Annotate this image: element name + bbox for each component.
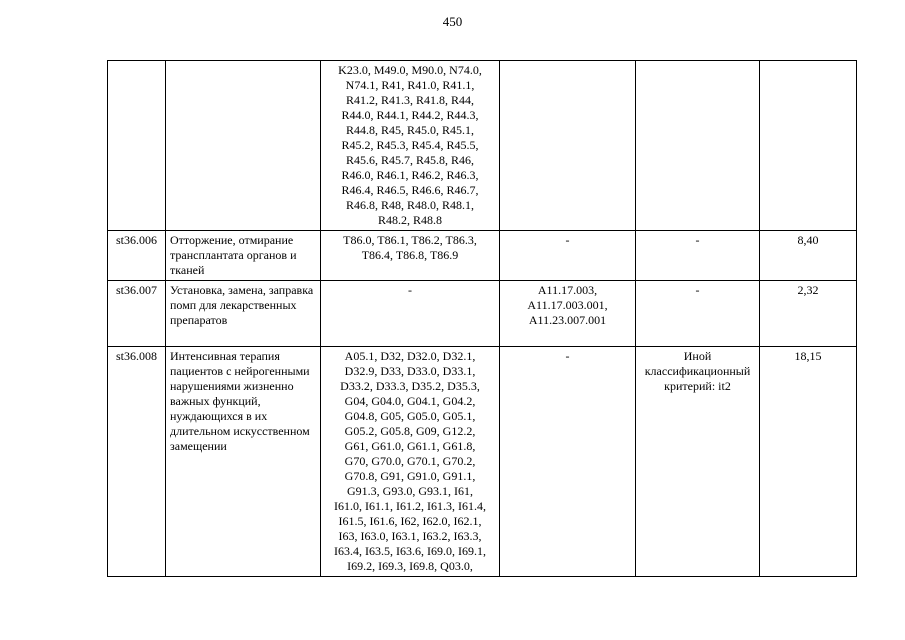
icd-line: R46.0, R46.1, R46.2, R46.3, bbox=[341, 168, 479, 182]
icd-line: G04, G04.0, G04.1, G04.2, bbox=[344, 394, 476, 408]
icd-line: I61.5, I61.6, I62, I62.0, I62.1, bbox=[338, 514, 482, 528]
cell-name: Установка, замена, заправка помп для лекарственных препаратов bbox=[166, 281, 321, 347]
icd-line: R44.0, R44.1, R44.2, R44.3, bbox=[341, 108, 479, 122]
cell-icd-codes bbox=[321, 281, 500, 347]
other-line: классификационный bbox=[644, 364, 751, 378]
icd-line: D33.2, D33.3, D35.2, D35.3, bbox=[340, 379, 480, 393]
service-line: - bbox=[565, 233, 570, 247]
cell-icd-codes bbox=[321, 347, 500, 577]
cell-code: st36.006 bbox=[108, 231, 166, 281]
table-row bbox=[108, 61, 857, 231]
cell-code bbox=[108, 61, 166, 231]
cell-name: Интенсивная терапия пациентов с нейрогенными нарушениями жизненно важных функций, нуждающихся в их длительном искусственном замещении bbox=[166, 347, 321, 577]
cell-code: st36.007 bbox=[108, 281, 166, 347]
cell-name: Отторжение, отмирание трансплантата органов и тканей bbox=[166, 231, 321, 281]
cell-coefficient: 2,32 bbox=[760, 281, 857, 347]
icd-line: I63, I63.0, I63.1, I63.2, I63.3, bbox=[338, 529, 482, 543]
cell-name bbox=[166, 61, 321, 231]
cell-other-criteria bbox=[636, 281, 760, 347]
other-line: Иной bbox=[683, 349, 712, 363]
icd-line: G91.3, G93.0, G93.1, I61, bbox=[347, 484, 473, 498]
service-line: A11.23.007.001 bbox=[528, 313, 607, 327]
service-line: A11.17.003, bbox=[537, 283, 598, 297]
icd-line: R41.2, R41.3, R41.8, R44, bbox=[345, 93, 474, 107]
cell-other-criteria bbox=[636, 347, 760, 577]
service-line: - bbox=[565, 349, 570, 363]
cell-icd-codes bbox=[321, 61, 500, 231]
icd-line: D32.9, D33, D33.0, D33.1, bbox=[344, 364, 476, 378]
table-row bbox=[108, 281, 857, 347]
cell-service-codes bbox=[500, 231, 636, 281]
icd-line: G05.2, G05.8, G09, G12.2, bbox=[344, 424, 476, 438]
icd-line: G04.8, G05, G05.0, G05.1, bbox=[344, 409, 476, 423]
icd-line: A05.1, D32, D32.0, D32.1, bbox=[344, 349, 476, 363]
other-line: критерий: it2 bbox=[664, 379, 731, 393]
icd-line: - bbox=[408, 283, 412, 297]
cell-service-codes bbox=[500, 347, 636, 577]
other-line: - bbox=[695, 233, 700, 247]
service-line: A11.17.003.001, bbox=[527, 298, 608, 312]
icd-line: G70.8, G91, G91.0, G91.1, bbox=[344, 469, 476, 483]
icd-line: N74.1, R41, R41.0, R41.1, bbox=[345, 78, 475, 92]
icd-line: T86.0, T86.1, T86.2, T86.3, bbox=[343, 233, 477, 247]
cell-code: st36.008 bbox=[108, 347, 166, 577]
cell-icd-codes bbox=[321, 231, 500, 281]
cell-other-criteria bbox=[636, 61, 760, 231]
table-row bbox=[108, 231, 857, 281]
table-row bbox=[108, 347, 857, 577]
cell-other-criteria bbox=[636, 231, 760, 281]
page-number: 450 bbox=[442, 14, 463, 29]
icd-line: K23.0, M49.0, M90.0, N74.0, bbox=[338, 63, 482, 77]
icd-line: G70, G70.0, G70.1, G70.2, bbox=[344, 454, 476, 468]
icd-line: R45.2, R45.3, R45.4, R45.5, bbox=[341, 138, 479, 152]
icd-line: I63.4, I63.5, I63.6, I69.0, I69.1, bbox=[334, 544, 486, 558]
icd-line: R45.6, R45.7, R45.8, R46, bbox=[345, 153, 474, 167]
icd-line: R48.2, R48.8 bbox=[377, 213, 442, 227]
icd-line: R44.8, R45, R45.0, R45.1, bbox=[345, 123, 474, 137]
tariff-table bbox=[107, 60, 857, 577]
cell-coefficient: 18,15 bbox=[760, 347, 857, 577]
icd-line: T86.4, T86.8, T86.9 bbox=[361, 248, 459, 262]
cell-coefficient: 8,40 bbox=[760, 231, 857, 281]
other-line: - bbox=[695, 283, 700, 297]
icd-line: G61, G61.0, G61.1, G61.8, bbox=[344, 439, 476, 453]
icd-line: I61.0, I61.1, I61.2, I61.3, I61.4, bbox=[334, 499, 486, 513]
cell-service-codes bbox=[500, 61, 636, 231]
icd-line: I69.2, I69.3, I69.8, Q03.0, bbox=[347, 559, 473, 573]
icd-line: R46.4, R46.5, R46.6, R46.7, bbox=[341, 183, 479, 197]
cell-service-codes bbox=[500, 281, 636, 347]
icd-line: R46.8, R48, R48.0, R48.1, bbox=[345, 198, 474, 212]
cell-coefficient bbox=[760, 61, 857, 231]
